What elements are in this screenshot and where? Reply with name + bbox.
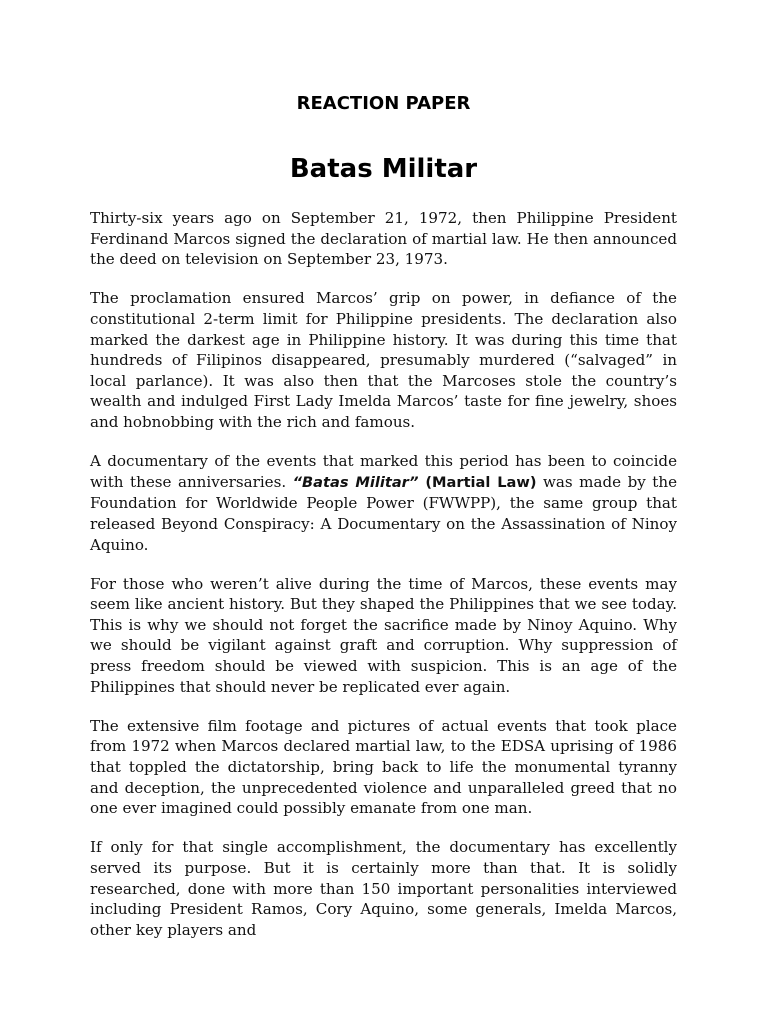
paragraph-3-rest: was made by the Foundation for Worldwide People Power (FWWPP), the same group that released Beyond Conspiracy: A Documentary on the Assassination of Ninoy Aquino.: [90, 472, 678, 554]
paragraph-3-intro: A documentary of the events that marked this period has been to coincide with these anniversaries.: [90, 452, 677, 491]
paragraph-2: The proclamation ensured Marcos’ grip on power, in defiance of the constitutional 2-term limit for Philippine presidents. The declaration also marked the darkest age in Philippine history. It was during this time that hundreds of Filipinos disappeared, presumably murdered (“salvaged” in local parlance). It was also then that the Marcoses stole the country’s wealth and indulged First Lady Imelda Marcos’ taste for fine jewelry, shoes and hobnobbing with the rich and famous.: [90, 289, 677, 431]
paragraph-1: Thirty-six years ago on September 21, 1972, then Philippine President Ferdinand Marcos signed the declaration of martial law. He then announced the deed on television on September 23, 1973.: [90, 209, 677, 269]
document-page: [90, 0, 678, 939]
document-body: [90, 208, 678, 939]
film-subtitle: (Martial Law): [418, 473, 537, 491]
paragraph-4: For those who weren’t alive during the time of Marcos, these events may seem like ancient history. But they shaped the Philippines that we see today. This is why we should not forget the sacrifice made by Ninoy Aquino. Why we should be vigilant against graft and corruption. Why suppression of press freedom should be viewed with suspicion. This is an age of the Philippines that should never be replicated ever again.: [90, 574, 677, 696]
paragraph-5: The extensive film footage and pictures of actual events that took place from 1972 when Marcos declared martial law, to the EDSA uprising of 1986 that toppled the dictatorship, bring back to life the monumental tyranny and deception, the unprecedented violence and unparalleled greed that no one ever imagined could possibly emanate from one man.: [90, 716, 677, 818]
document-title: Batas Militar: [289, 154, 478, 184]
film-title: “Batas Militar”: [292, 473, 419, 491]
paragraph-3: [90, 451, 677, 555]
document-label: REACTION PAPER: [296, 93, 471, 114]
paragraph-6: If only for that single accomplishment, the documentary has excellently served its purpose. But it is certainly more than that. It is solidly researched, done with more than 150 important personalities interviewed including President Ramos, Cory Aquino, some generals, Imelda Marcos, other key players and: [90, 838, 677, 939]
